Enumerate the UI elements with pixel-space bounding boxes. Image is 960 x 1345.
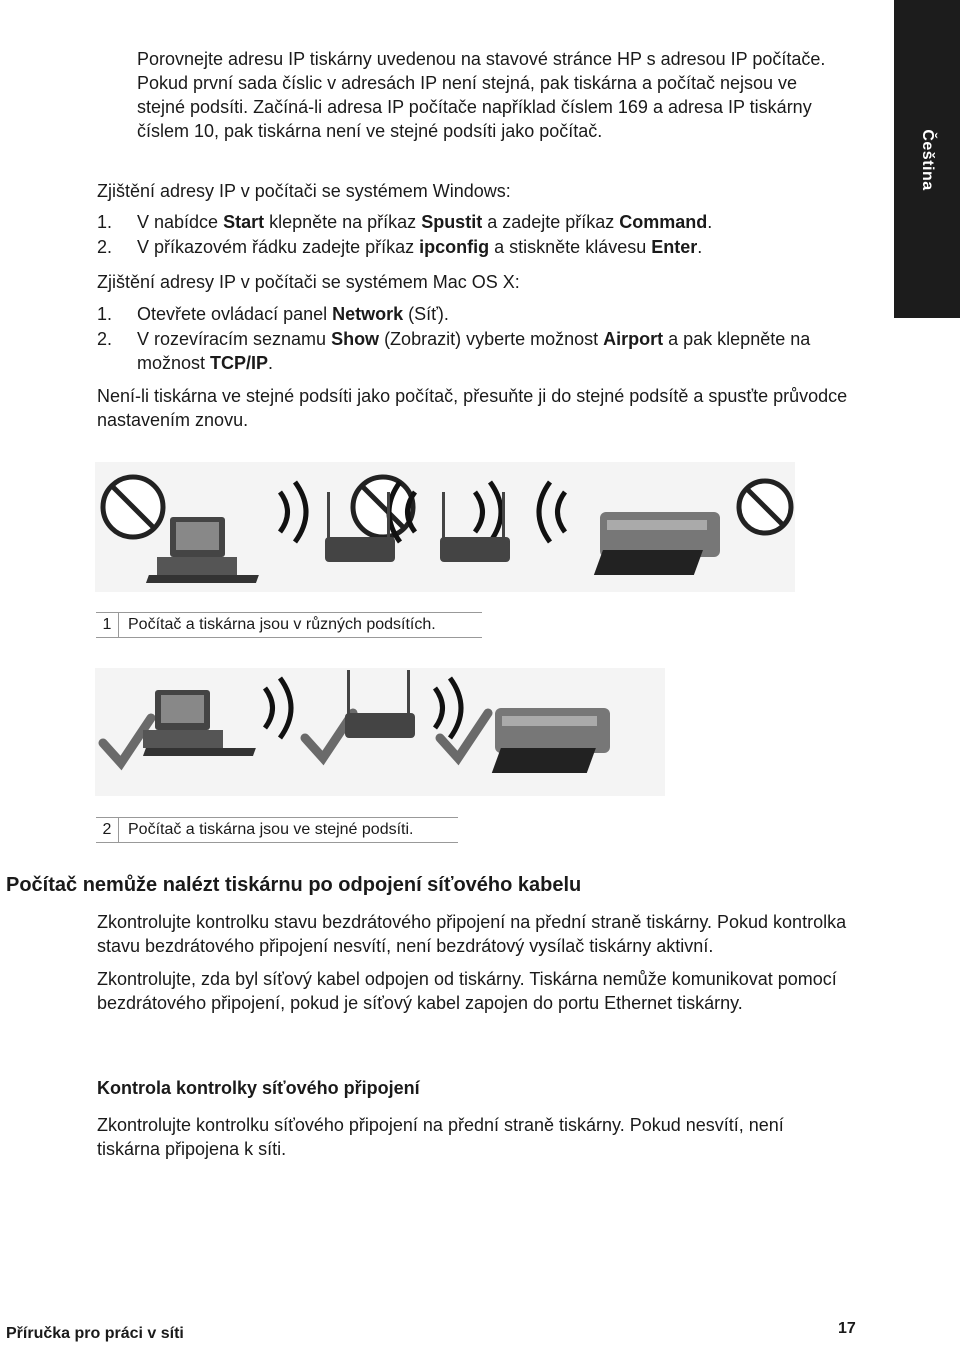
step-number: 2. xyxy=(97,329,113,349)
intro-paragraph: Porovnejte adresu IP tiskárny uvedenou na stavové stránce HP s adresou IP počítače. Pokud první sada číslic v adresách IP není stejná, pak tiskárna a počítač nejsou ve stejné podsíti. Začíná-li adresa IP počítače například číslem 169 a adresa IP tiskárny číslem 10, pak tiskárna není ve stejné podsíti jako počítač. xyxy=(137,49,826,141)
section-paragraph-2: Zkontrolujte, zda byl síťový kabel odpojen od tiskárny. Tiskárna nemůže komunikovat pomocí bezdrátového připojení, pokud je síťový kabel zapojen do portu Ethernet tiskárny. xyxy=(97,969,837,1013)
figure-1-caption xyxy=(96,612,482,638)
windows-step-2: 2. V příkazovém řádku zadejte příkaz ipconfig a stiskněte klávesu Enter. xyxy=(97,237,703,257)
figure-2-illustration xyxy=(95,668,665,796)
mac-step-2: 2. V rozevíracím seznamu Show (Zobrazit) vyberte možnost Airport a pak klepněte na možnost TCP/IP. xyxy=(97,329,811,373)
step-number: 1. xyxy=(97,304,113,324)
figure-2-caption xyxy=(96,817,458,843)
subnet-paragraph: Není-li tiskárna ve stejné podsíti jako počítač, přesuňte ji do stejné podsítě a spusťte průvodce nastavením znovu. xyxy=(97,386,848,430)
mac-step-1: 1. Otevřete ovládací panel Network (Síť). xyxy=(97,304,449,324)
figure-2-number: 2 xyxy=(96,818,119,842)
figure-1-illustration xyxy=(95,462,795,592)
windows-step-1: 1. V nabídce Start klepněte na příkaz Spustit a zadejte příkaz Command. xyxy=(97,212,713,232)
windows-heading: Zjištění adresy IP v počítači se systémem Windows: xyxy=(97,181,511,201)
mac-heading: Zjištění adresy IP v počítači se systémem Mac OS X: xyxy=(97,272,520,292)
subsection-heading: Kontrola kontrolky síťového připojení xyxy=(97,1078,420,1098)
step-number: 2. xyxy=(97,237,113,257)
section-heading: Počítač nemůže nalézt tiskárnu po odpojení síťového kabelu xyxy=(6,874,582,896)
page-number: 17 xyxy=(838,1320,856,1337)
language-tab xyxy=(894,0,960,318)
footer-title: Příručka pro práci v síti xyxy=(6,1325,184,1342)
figure-2-text: Počítač a tiskárna jsou ve stejné podsíti. xyxy=(128,821,414,838)
step-number: 1. xyxy=(97,212,113,232)
language-tab-label: Čeština xyxy=(919,129,936,191)
figure-1-number: 1 xyxy=(96,613,119,637)
figure-1-text: Počítač a tiskárna jsou v různých podsítích. xyxy=(128,616,436,633)
section-paragraph-3: Zkontrolujte kontrolku síťového připojení na přední straně tiskárny. Pokud nesvítí, není tiskárna připojena k síti. xyxy=(97,1115,784,1159)
section-paragraph-1: Zkontrolujte kontrolku stavu bezdrátového připojení na přední straně tiskárny. Pokud kontrolka stavu bezdrátového připojení nesvítí, není bezdrátový vysílač tiskárny aktivní. xyxy=(97,912,847,956)
